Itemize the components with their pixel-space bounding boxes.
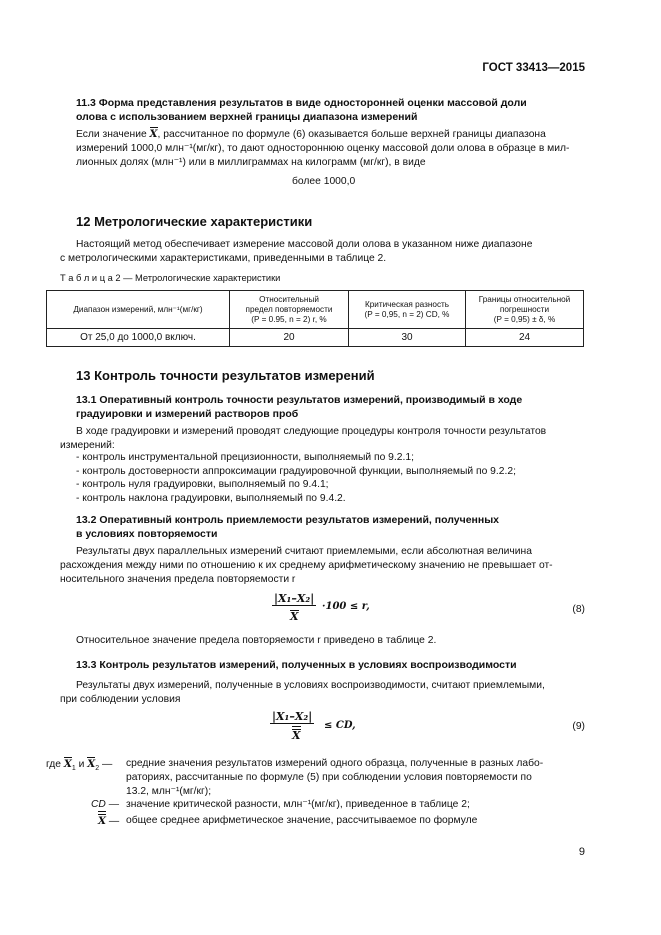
- formula-9-number: (9): [572, 721, 585, 732]
- list-item: - контроль инструментальной прецизионности, выполняемый по 9.2.1;: [76, 452, 414, 463]
- section-13-2-paragraph: Результаты двух параллельных измерений считают приемлемыми, если абсолютная величина расхождения между ними по отношению к их среднему арифметическому значению не превышает от- носительного значения предела повторяемости r: [60, 546, 553, 585]
- formula-8-number: (8): [572, 604, 585, 615]
- section-13-3-paragraph: Результаты двух измерений, полученные в условиях воспроизводимости, считают приемлемыми, при соблюдении условия: [60, 680, 545, 705]
- list-item: - контроль достоверности аппроксимации градуировочной функции, выполняемый по 9.2.2;: [76, 465, 516, 477]
- table-caption: Т а б л и ц а 2 — Метрологические характеристики: [60, 273, 281, 283]
- table-cell: 20: [230, 329, 349, 347]
- section-11-3-title: [76, 96, 527, 124]
- table-header-cell: Диапазон измерений, млн⁻¹(мг/кг): [47, 291, 230, 329]
- section-13-3-title: 13.3 Контроль результатов измерений, полученных в условиях воспроизводимости: [76, 659, 517, 671]
- definition-cd-symbol: CD —: [91, 799, 120, 810]
- metrology-table: [46, 290, 584, 347]
- list-item: - контроль нуля градуировки, выполняемый по 9.4.1;: [76, 479, 329, 490]
- definition-cd: значение критической разности, млн⁻¹(мг/кг), приведенное в таблице 2;: [126, 799, 470, 810]
- control-procedure-list: [76, 451, 516, 505]
- table-cell: От 25,0 до 1000,0 включ.: [47, 329, 230, 347]
- definition-overall-mean-symbol: X —: [98, 815, 120, 827]
- section-13-2-title: 13.2 Оперативный контроль приемлемости результатов измерений, полученных в условиях повторяемости: [76, 514, 500, 540]
- standard-header: ГОСТ 33413—2015: [482, 62, 585, 74]
- list-item: - контроль наклона градуировки, выполняемый по 9.4.2.: [76, 492, 346, 504]
- title-line: олова с использованием верхней границы диапазона измерений: [76, 111, 418, 123]
- x-mean-symbol: X: [149, 128, 158, 140]
- page-number: 9: [578, 846, 585, 858]
- repeatability-note: Относительное значение предела повторяемости r приведено в таблице 2.: [76, 635, 437, 646]
- table-cell: 30: [349, 329, 466, 347]
- formula-8-numerator: |X₁–X₂|: [274, 592, 315, 605]
- formula-9-tail: ≤ CD,: [324, 720, 356, 731]
- definition-overall-mean: общее среднее арифметическое значение, рассчитываемое по формуле: [126, 815, 478, 826]
- section-13-1-title: 13.1 Оперативный контроль точности результатов измерений, производимый в ходе градуировки и измерений растворов проб: [76, 394, 523, 420]
- where-symbols: где $X_1$ и $X_2$ —: [46, 758, 113, 773]
- table-header-cell: Относительный предел повторяемости (P = 0.95, n = 2) r, %: [230, 291, 349, 329]
- table-header-cell: Границы относительной погрешности (P = 0,95) ± δ, %: [466, 291, 584, 329]
- formula-8-tail: ·100 ≤ r,: [322, 601, 370, 612]
- section-13-1-paragraph: В ходе градуировки и измерений проводят следующие процедуры контроля точности результатов измерений:: [60, 426, 547, 451]
- section-12-title: 12 Метрологические характеристики: [76, 214, 313, 229]
- title-line: 11.3 Форма представления результатов в виде односторонней оценки массовой доли: [76, 97, 527, 109]
- section-11-3-paragraph: Если значение X, рассчитанное по формуле (6) оказывается больше верхней границы диапазона измерений 1000,0 млн⁻¹(мг/кг), то дают одностороннюю оценку массовой доли олова в образце в мил- лионных долях (млн⁻¹) или в миллиграммах на килограмм (мг/кг), в виде: [76, 128, 570, 168]
- table-cell: 24: [466, 329, 584, 347]
- formula-8-denominator: X: [290, 610, 299, 623]
- section-12-paragraph: Настоящий метод обеспечивает измерение массовой доли олова в указанном ниже диапазоне с метрологическими характеристиками, приведенными в таблице 2.: [60, 239, 533, 264]
- section-13-title: 13 Контроль точности результатов измерений: [76, 368, 375, 383]
- formula-9-denominator: X: [292, 729, 301, 742]
- table-header-cell: Критическая разность (P = 0,95, n = 2) CD, %: [349, 291, 466, 329]
- formula-9-numerator: |X₁–X₂|: [272, 710, 313, 723]
- definition-x1-x2: средние значения результатов измерений одного образца, полученные в разных лабо- раториях, рассчитанные по формуле (5) при соблюдении условия повторяемости по 13.2, млн⁻¹(мг/кг);: [126, 758, 544, 797]
- upper-bound-expression: более 1000,0: [292, 176, 356, 187]
